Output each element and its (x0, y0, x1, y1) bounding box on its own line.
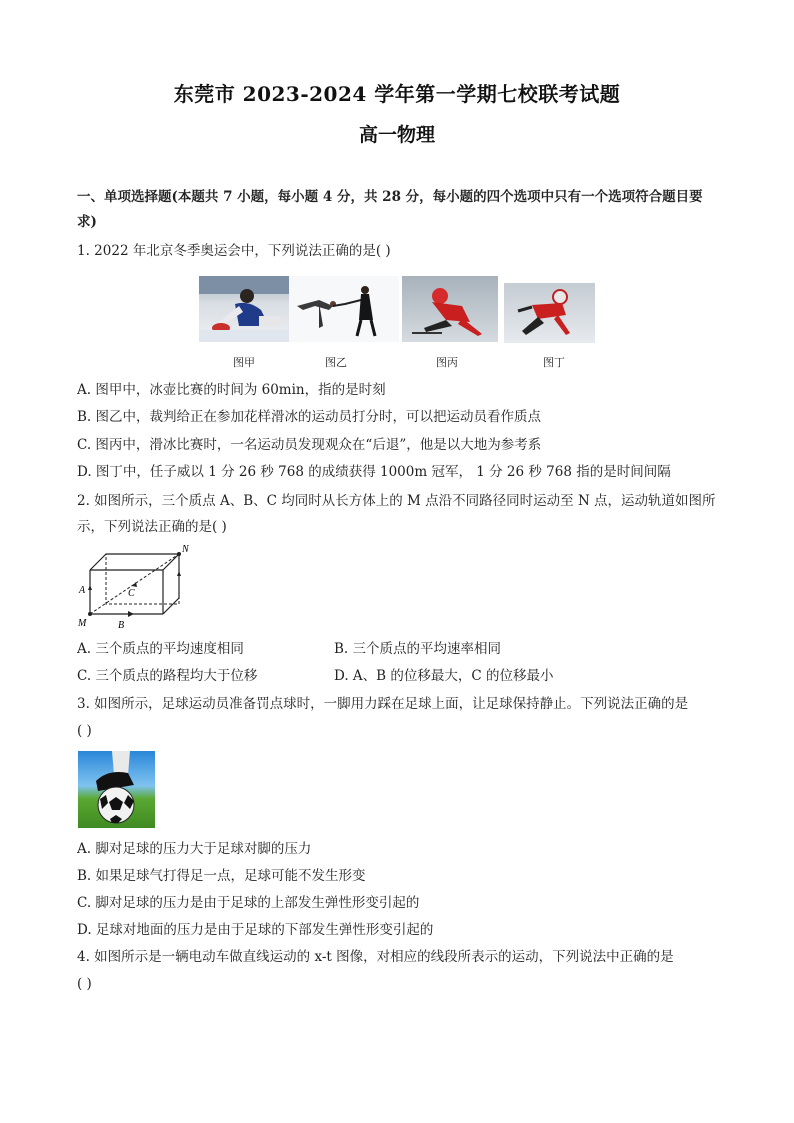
label-a: A (79, 585, 86, 596)
section-heading-cont: 求) (77, 214, 97, 230)
q2-option-d: D. A、B 的位移最大，C 的位移最小 (334, 668, 554, 684)
cuboid-path-diagram (74, 542, 194, 634)
q3-option-c: C. 脚对足球的压力是由于足球的上部发生弹性形变引起的 (77, 895, 420, 911)
question-1-stem: 1. 2022 年北京冬季奥运会中，下列说法正确的是( ) (77, 243, 391, 259)
speed-skater-image-2 (504, 283, 595, 343)
q1-option-b: B. 图乙中，裁判给正在参加花样滑冰的运动员打分时，可以把运动员看作质点 (77, 409, 542, 425)
curling-athlete-image (199, 276, 289, 342)
caption-figure-d: 图丁 (543, 356, 565, 369)
figure-skating-photo (289, 276, 399, 342)
question-3-stem-cont: ( ) (77, 723, 92, 739)
question-2-stem: 2. 如图所示，三个质点 A、B、C 均同时从长方体上的 M 点沿不同路径同时运动至 N 点，运动轨道如图所 (77, 493, 716, 509)
q3-option-b: B. 如果足球气打得足一点，足球可能不发生形变 (77, 868, 366, 884)
q1-option-c: C. 图丙中，滑冰比赛时，一名运动员发现观众在“后退”，他是以大地为参考系 (77, 437, 542, 453)
question-4-stem-cont: ( ) (77, 976, 92, 992)
label-b: B (118, 620, 125, 631)
exam-subtitle: 高一物理 (358, 124, 435, 146)
label-c: C (128, 588, 135, 599)
q3-option-a: A. 脚对足球的压力大于足球对脚的压力 (77, 841, 312, 857)
figure-skaters-image (289, 276, 399, 342)
speed-skating-photo-1 (402, 276, 498, 342)
label-n: N (182, 544, 189, 555)
q2-option-b: B. 三个质点的平均速率相同 (334, 641, 502, 657)
football-photo (78, 751, 155, 828)
q1-option-a: A. 图甲中，冰壶比赛的时间为 60min，指的是时刻 (77, 382, 386, 398)
q2-option-c: C. 三个质点的路程均大于位移 (77, 668, 258, 684)
label-m: M (78, 618, 87, 629)
q3-option-d: D. 足球对地面的压力是由于足球的下部发生弹性形变引起的 (77, 922, 434, 938)
caption-figure-a: 图甲 (233, 356, 255, 369)
speed-skater-image-1 (402, 276, 498, 342)
question-4-stem: 4. 如图所示是一辆电动车做直线运动的 x-t 图像，对相应的线段所表示的运动，下列说法中正确的是 (77, 949, 674, 965)
q1-option-d: D. 图丁中，任子威以 1 分 26 秒 768 的成绩获得 1000m 冠军， 1 分 26 秒 768 指的是时间间隔 (77, 464, 671, 480)
q2-option-a: A. 三个质点的平均速度相同 (77, 641, 244, 657)
question-2-stem-cont: 示，下列说法正确的是( ) (77, 519, 227, 535)
curling-photo (199, 276, 289, 342)
section-heading: 一、单项选择题(本题共 7 小题，每小题 4 分，共 28 分，每小题的四个选项中只有一个选项符合题目要 (77, 189, 703, 205)
exam-title: 东莞市 2023-2024 学年第一学期七校联考试题 (173, 82, 621, 106)
caption-figure-c: 图丙 (436, 356, 458, 369)
question-3-stem: 3. 如图所示，足球运动员准备罚点球时，一脚用力踩在足球上面，让足球保持静止。下列说法正确的是 (77, 696, 689, 712)
speed-skating-photo-2 (504, 283, 595, 343)
foot-on-ball-image (78, 751, 155, 828)
caption-figure-b: 图乙 (325, 356, 347, 369)
